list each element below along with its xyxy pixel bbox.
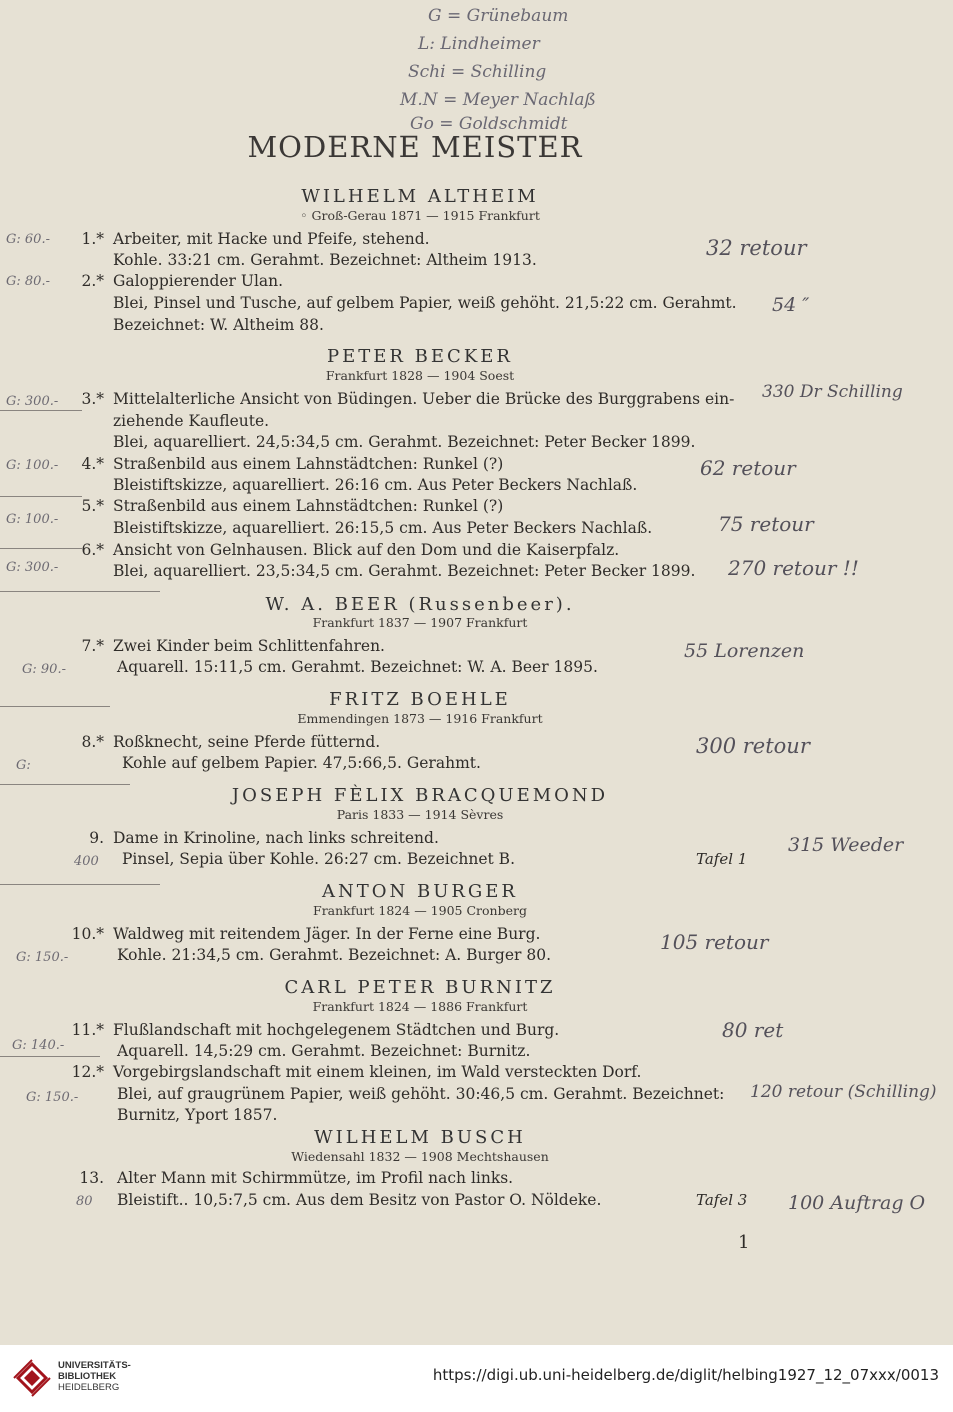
source-url-link[interactable]: https://digi.ub.uni-heidelberg.de/diglit/helbing1927_12_07xxx/0013: [432, 1366, 939, 1384]
lot-estimate: G: 300.-: [6, 394, 59, 409]
lot-title: Arbeiter, mit Hacke und Pfeife, stehend.: [113, 230, 430, 248]
lot-number: 3.*: [81, 390, 104, 408]
lot-title: Mittelalterliche Ansicht von Büdingen. Ueber die Brücke des Burggrabens ein-: [113, 390, 735, 408]
lot-description: Pinsel, Sepia über Kohle. 26:27 cm. Bezeichnet B.: [122, 850, 516, 868]
university-library-logo-icon: [12, 1358, 52, 1398]
lot-title: Straßenbild aus einem Lahnstädtchen: Runkel (?): [113, 497, 504, 515]
lot-title: ziehende Kaufleute.: [113, 412, 270, 430]
library-name-line-3: HEIDELBERG: [58, 1382, 120, 1393]
artist-life-dates: Frankfurt 1837 — 1907 Frankfurt: [312, 615, 528, 630]
lot-result: 120 retour (Schilling): [750, 1082, 937, 1102]
lot-estimate: G: 150.-: [26, 1090, 79, 1105]
library-name: [58, 1360, 131, 1393]
lot-result: 55 Lorenzen: [684, 640, 805, 662]
lot-number: 10.*: [71, 925, 104, 943]
note-goldschmidt: Go = Goldschmidt: [410, 114, 568, 134]
lot-estimate: G: 80.-: [6, 274, 50, 289]
lot-result: 100 Auftrag O: [788, 1192, 926, 1214]
lot-number: 13.: [79, 1169, 104, 1187]
lot-estimate: G: 300.-: [6, 560, 59, 575]
lot-estimate: G: 60.-: [6, 232, 50, 247]
lot-result: 105 retour: [660, 930, 769, 954]
lot-estimate: G: 100.-: [6, 458, 59, 473]
lot-title: Flußlandschaft mit hochgelegenem Städtchen und Burg.: [113, 1021, 560, 1039]
artist-name: ANTON BURGER: [321, 881, 518, 902]
artist-life-dates: Paris 1833 — 1914 Sèvres: [336, 807, 504, 822]
library-name-line-2: BIBLIOTHEK: [58, 1371, 117, 1382]
lot-result: 75 retour: [718, 512, 814, 536]
lot-description: Kohle. 33:21 cm. Gerahmt. Bezeichnet: Altheim 1913.: [113, 251, 537, 269]
note-meyer-nachlass: M.N = Meyer Nachlaß: [400, 90, 596, 110]
lot-estimate: G: 140.-: [12, 1038, 65, 1053]
page-number: 1: [738, 1232, 750, 1253]
artist-name: WILHELM BUSCH: [314, 1127, 526, 1148]
lot-description: Bleistift.. 10,5:7,5 cm. Aus dem Besitz von Pastor O. Nöldeke.: [117, 1191, 602, 1209]
page-title: MODERNE MEISTER: [247, 130, 583, 164]
lot-number: 4.*: [81, 455, 104, 473]
lot-number: 2.*: [81, 272, 104, 290]
note-schilling: Schi = Schilling: [408, 62, 547, 82]
lot-description: Kohle. 21:34,5 cm. Gerahmt. Bezeichnet: A. Burger 80.: [117, 946, 552, 964]
lot-number: 12.*: [71, 1063, 104, 1081]
lot-estimate: G: 150.-: [16, 950, 69, 965]
artist-name: W. A. BEER (Russenbeer).: [265, 594, 575, 615]
lot-estimate: 80: [76, 1194, 93, 1209]
lot-result: 330 Dr Schilling: [762, 382, 903, 402]
lot-title: Galoppierender Ulan.: [113, 272, 284, 290]
lot-description: Bezeichnet: W. Altheim 88.: [113, 316, 324, 334]
lot-description: Aquarell. 14,5:29 cm. Gerahmt. Bezeichnet: Burnitz.: [117, 1042, 531, 1060]
lot-result: 80 ret: [722, 1018, 784, 1042]
artist-name: WILHELM ALTHEIM: [301, 186, 539, 207]
lot-title: Roßknecht, seine Pferde fütternd.: [113, 733, 381, 751]
lot-description: Bleistiftskizze, aquarelliert. 26:15,5 cm. Aus Peter Beckers Nachlaß.: [113, 519, 653, 537]
artist-name: PETER BECKER: [327, 346, 513, 367]
lot-description: Blei, aquarelliert. 24,5:34,5 cm. Gerahmt. Bezeichnet: Peter Becker 1899.: [113, 433, 696, 451]
lot-result: 270 retour !!: [728, 556, 859, 580]
lot-description: Burnitz, Yport 1857.: [117, 1106, 278, 1124]
lot-estimate: G:: [16, 758, 31, 773]
artist-name: JOSEPH FÈLIX BRACQUEMOND: [231, 785, 609, 806]
lot-result: 32 retour: [706, 236, 807, 260]
lot-description: Blei, auf graugrünem Papier, weiß gehöht. 30:46,5 cm. Gerahmt. Bezeichnet:: [117, 1085, 725, 1103]
lot-description: Blei, aquarelliert. 23,5:34,5 cm. Gerahmt. Bezeichnet: Peter Becker 1899.: [113, 562, 696, 580]
margin-rule: [0, 410, 82, 411]
artist-life-dates: ◦ Groß-Gerau 1871 — 1915 Frankfurt: [300, 208, 540, 223]
lot-number: 1.*: [81, 230, 104, 248]
library-name-line-1: UNIVERSITÄTS-: [58, 1360, 131, 1371]
margin-rule: [0, 591, 160, 592]
lot-number: 7.*: [81, 637, 104, 655]
lot-result: 315 Weeder: [788, 834, 904, 856]
lot-result: 54 ″: [772, 294, 810, 316]
lot-estimate: G: 100.-: [6, 512, 59, 527]
margin-rule: [0, 1056, 100, 1057]
plate-reference: Tafel 3: [696, 1191, 748, 1209]
lot-title: Straßenbild aus einem Lahnstädtchen: Runkel (?): [113, 455, 504, 473]
lot-number: 5.*: [81, 497, 104, 515]
artist-life-dates: Frankfurt 1824 — 1905 Cronberg: [313, 903, 527, 918]
lot-title: Ansicht von Gelnhausen. Blick auf den Dom und die Kaiserpfalz.: [113, 541, 620, 559]
artist-name: CARL PETER BURNITZ: [284, 977, 556, 998]
lot-estimate: 400: [74, 854, 99, 869]
artist-life-dates: Wiedensahl 1832 — 1908 Mechtshausen: [291, 1149, 549, 1164]
lot-description: Aquarell. 15:11,5 cm. Gerahmt. Bezeichnet: W. A. Beer 1895.: [117, 658, 598, 676]
lot-title: Waldweg mit reitendem Jäger. In der Ferne eine Burg.: [113, 925, 541, 943]
lot-number: 11.*: [71, 1021, 104, 1039]
lot-number: 8.*: [81, 733, 104, 751]
lot-result: 300 retour: [696, 734, 810, 758]
lot-number: 9.: [89, 829, 104, 847]
artist-life-dates: Frankfurt 1824 — 1886 Frankfurt: [312, 999, 528, 1014]
lot-estimate: G: 90.-: [22, 662, 66, 677]
artist-life-dates: Frankfurt 1828 — 1904 Soest: [325, 368, 515, 383]
artist-life-dates: Emmendingen 1873 — 1916 Frankfurt: [297, 711, 543, 726]
lot-result: 62 retour: [700, 456, 796, 480]
note-lindheimer: L: Lindheimer: [418, 34, 540, 54]
lot-title: Dame in Krinoline, nach links schreitend.: [113, 829, 439, 847]
note-grunebaum: G = Grünebaum: [428, 6, 569, 26]
plate-reference: Tafel 1: [696, 850, 748, 868]
lot-description: Blei, Pinsel und Tusche, auf gelbem Papier, weiß gehöht. 21,5:22 cm. Gerahmt.: [113, 294, 737, 312]
artist-name: FRITZ BOEHLE: [329, 689, 511, 710]
lot-title: Zwei Kinder beim Schlittenfahren.: [113, 637, 385, 655]
lot-title: Alter Mann mit Schirmmütze, im Profil nach links.: [117, 1169, 514, 1187]
lot-title: Vorgebirgslandschaft mit einem kleinen, im Wald versteckten Dorf.: [113, 1063, 642, 1081]
lot-description: Kohle auf gelbem Papier. 47,5:66,5. Gerahmt.: [122, 754, 481, 772]
lot-number: 6.*: [81, 541, 104, 559]
lot-description: Bleistiftskizze, aquarelliert. 26:16 cm. Aus Peter Beckers Nachlaß.: [113, 476, 638, 494]
